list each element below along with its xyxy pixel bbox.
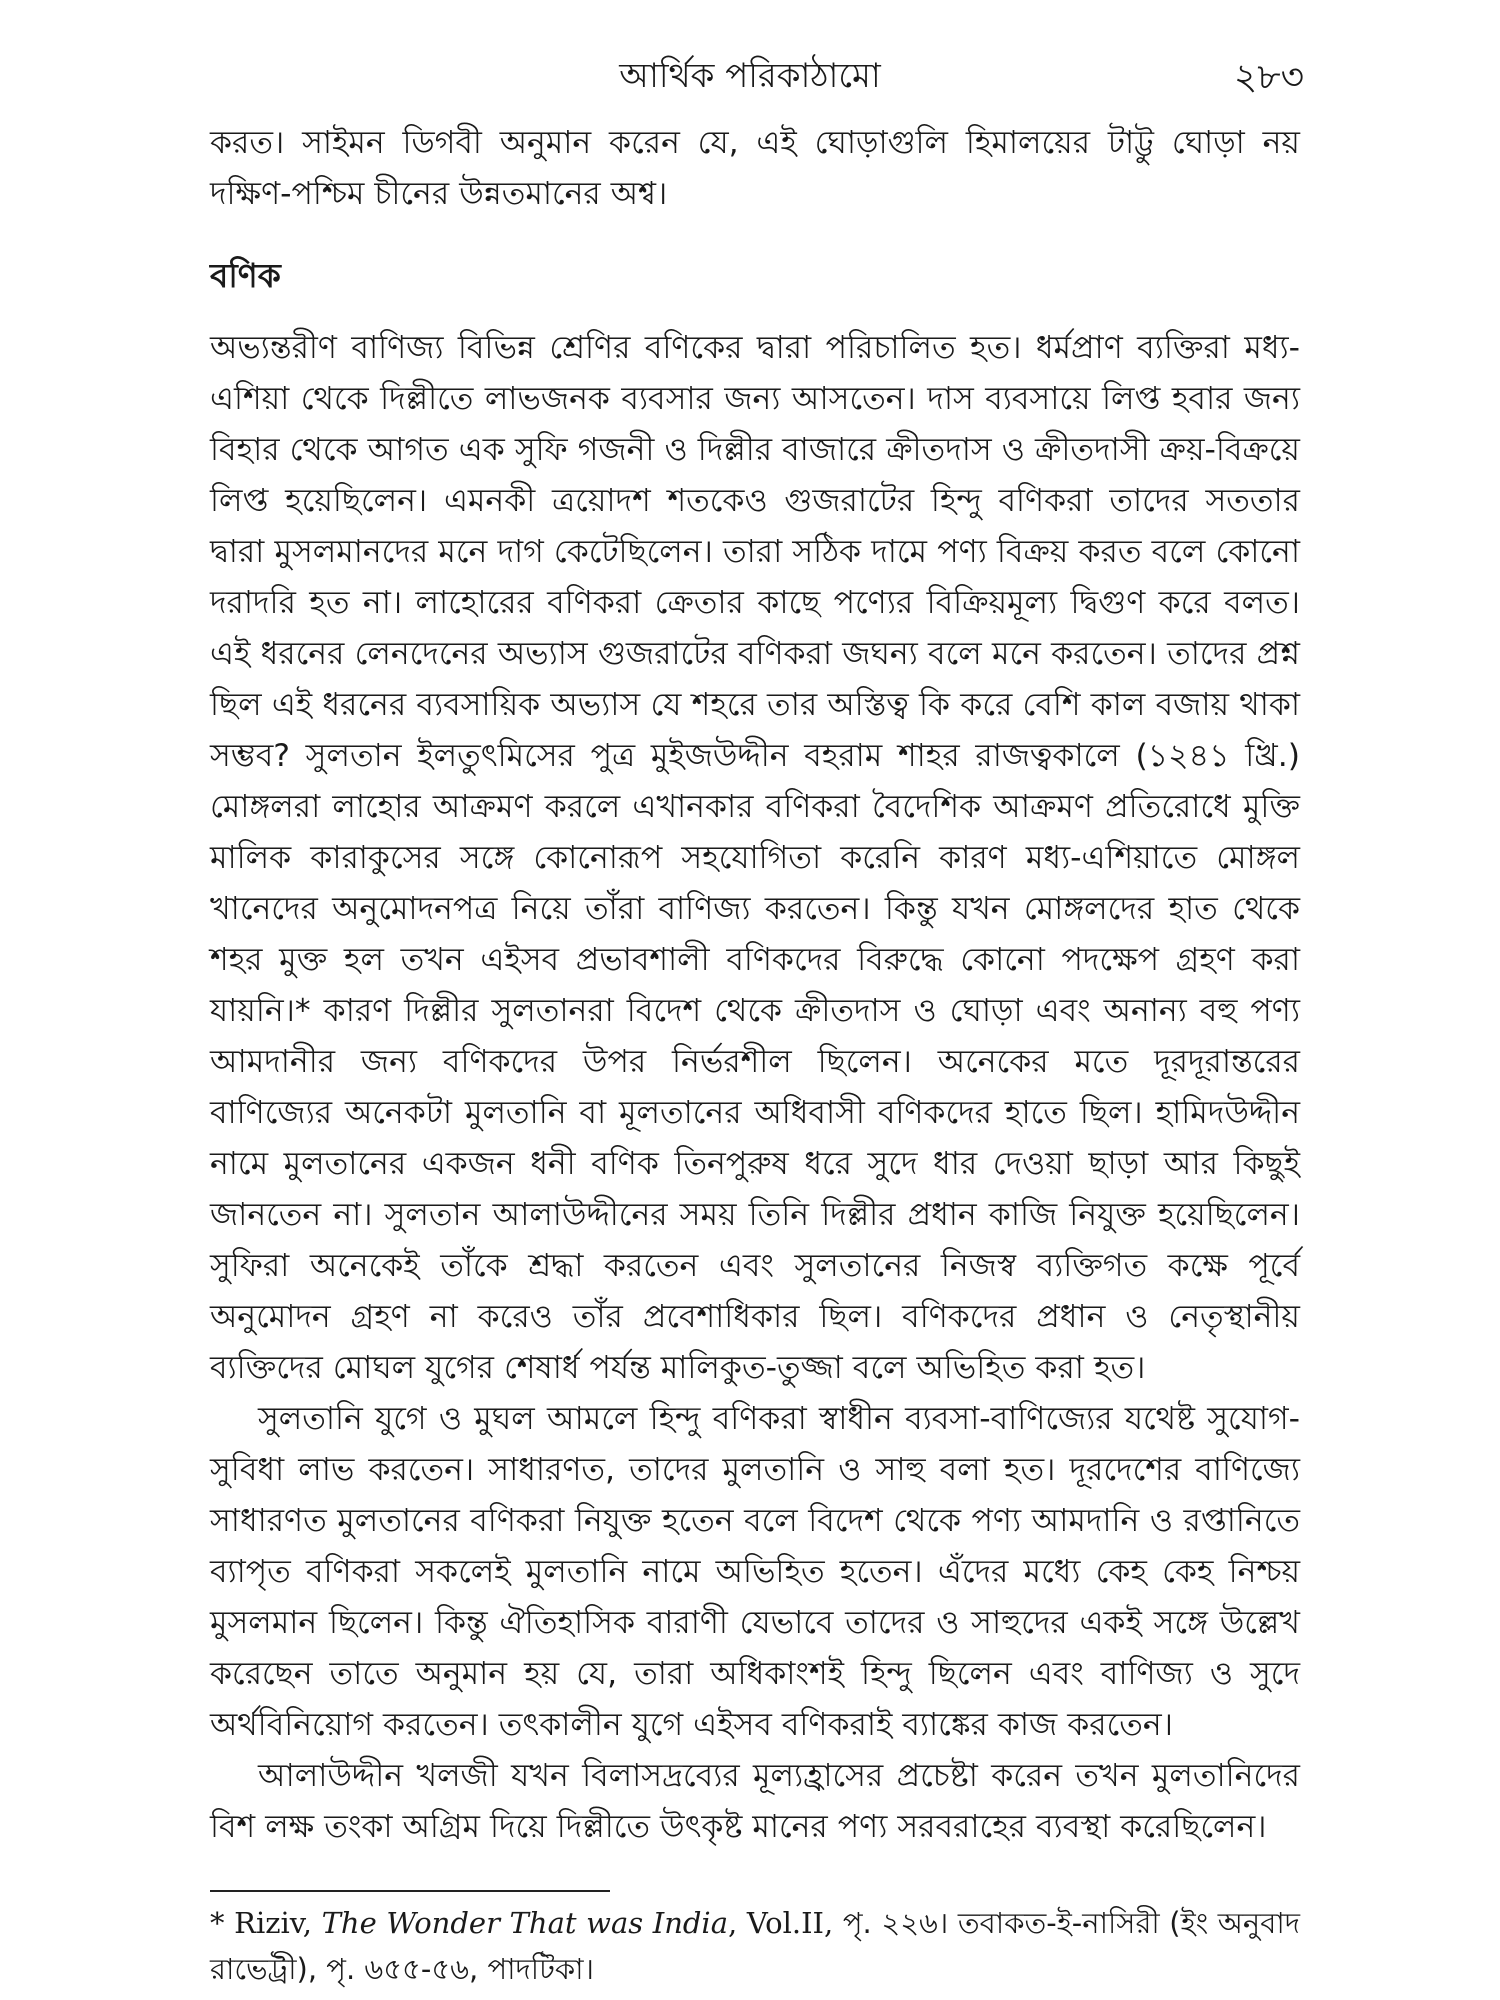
- running-title: আর্থিক পরিকাঠামো: [619, 56, 881, 96]
- page-number: ২৮৩: [1233, 57, 1304, 98]
- footnote-details: পৃ. ২২৬। তবাকত-ই-নাসিরী (ইং অনুবাদ রাভেট্রী), পৃ. ৬৫৫-৫৬, পাদটিকা।: [210, 1906, 1301, 1986]
- paragraph-hindu-merchants: সুলতানি যুগে ও মুঘল আমলে হিন্দু বণিকরা স্বাধীন ব্যবসা-বাণিজ্যের যথেষ্ট সুযোগ-সুবিধা লাভ করতেন। সাধারণত, তাদের মুলতানি ও সাহু বলা হত। দূরদেশের বাণিজ্যে সাধারণত মুলতানের বণিকরা নিযুক্ত হতেন বলে বিদেশ থেকে পণ্য আমদানি ও রপ্তানিতে ব্যাপৃত বণিকরা সকলেই মুলতানি নামে অভিহিত হতেন। এঁদের মধ্যে কেহ কেহ নিশ্চয় মুসলমান ছিলেন। কিন্তু ঐতিহাসিক বারাণী যেভাবে তাদের ও সাহুদের একই সঙ্গে উল্লেখ করেছেন তাতে অনুমান হয় যে, তারা অধিকাংশই হিন্দু ছিলেন এবং বাণিজ্য ও সুদে অর্থবিনিয়োগ করতেন। তৎকালীন যুগে এইসব বণিকরাই ব্যাঙ্কের কাজ করতেন।: [210, 1401, 1300, 1743]
- section-heading: বণিক: [210, 256, 281, 295]
- paragraph-merchants: অভ্যন্তরীণ বাণিজ্য বিভিন্ন শ্রেণির বণিকের দ্বারা পরিচালিত হত। ধর্মপ্রাণ ব্যক্তিরা মধ্য-এশিয়া থেকে দিল্লীতে লাভজনক ব্যবসার জন্য আসতেন। দাস ব্যবসায়ে লিপ্ত হবার জন্য বিহার থেকে আগত এক সুফি গজনী ও দিল্লীর বাজারে ক্রীতদাস ও ক্রীতদাসী ক্রয়-বিক্রয়ে লিপ্ত হয়েছিলেন। এমনকী ত্রয়োদশ শতকেও গুজরাটের হিন্দু বণিকরা তাদের সততার দ্বারা মুসলমানদের মনে দাগ কেটেছিলেন। তারা সঠিক দামে পণ্য বিক্রয় করত বলে কোনো দরাদরি হত না। লাহোরের বণিকরা ক্রেতার কাছে পণ্যের বিক্রিয়মূল্য দ্বিগুণ করে বলত। এই ধরনের লেনদেনের অভ্যাস গুজরাটের বণিকরা জঘন্য বলে মনে করতেন। তাদের প্রশ্ন ছিল এই ধরনের ব্যবসায়িক অভ্যাস যে শহরে তার অস্তিত্ব কি করে বেশি কাল বজায় থাকা সম্ভব? সুলতান ইলতুৎমিসের পুত্র মুইজউদ্দীন বহরাম শাহর রাজত্বকালে (১২৪১ খ্রি.) মোঙ্গলরা লাহোর আক্রমণ করলে এখানকার বণিকরা বৈদেশিক আক্রমণ প্রতিরোধে মুক্তি মালিক কারাকুসের সঙ্গে কোনোরূপ সহযোগিতা করেনি কারণ মধ্য-এশিয়াতে মোঙ্গল খানেদের অনুমোদনপত্র নিয়ে তাঁরা বাণিজ্য করতেন। কিন্তু যখন মোঙ্গলদের হাত থেকে শহর মুক্ত হল তখন এইসব প্রভাবশালী বণিকদের বিরুদ্ধে কোনো পদক্ষেপ গ্রহণ করা যায়নি।* কারণ দিল্লীর সুলতানরা বিদেশ থেকে ক্রীতদাস ও ঘোড়া এবং অনান্য বহু পণ্য আমদানীর জন্য বণিকদের উপর নির্ভরশীল ছিলেন। অনেকের মতে দূরদূরান্তরের বাণিজ্যের অনেকটা মুলতানি বা মূলতানের অধিবাসী বণিকদের হাতে ছিল। হামিদউদ্দীন নামে মুলতানের একজন ধনী বণিক তিনপুরুষ ধরে সুদে ধার দেওয়া ছাড়া আর কিছুই জানতেন না। সুলতান আলাউদ্দীনের সময় তিনি দিল্লীর প্রধান কাজি নিযুক্ত হয়েছিলেন। সুফিরা অনেকেই তাঁকে শ্রদ্ধা করতেন এবং সুলতানের নিজস্ব ব্যক্তিগত কক্ষে পূর্বে অনুমোদন গ্রহণ না করেও তাঁর প্রবেশাধিকার ছিল। বণিকদের প্রধান ও নেতৃস্থানীয় ব্যক্তিদের মোঘল যুগের শেষার্ধ পর্যন্ত মালিকুত-তুজ্জা বলে অভিহিত করা হত।: [210, 330, 1300, 1386]
- page-header: [0, 44, 1500, 104]
- footnote-book-title: The Wonder That was India: [321, 1906, 729, 1940]
- paragraph-alauddin: আলাউদ্দীন খলজী যখন বিলাসদ্রব্যের মূল্যহ্রাসের প্রচেষ্টা করেন তখন মুলতানিদের বিশ লক্ষ তংকা অগ্রিম দিয়ে দিল্লীতে উৎকৃষ্ট মানের পণ্য সরবরাহের ব্যবস্থা করেছিলেন।: [210, 1758, 1300, 1845]
- continuation-paragraph: করত। সাইমন ডিগবী অনুমান করেন যে, এই ঘোড়াগুলি হিমালয়ের টাট্টু ঘোড়া নয় দক্ষিণ-পশ্চিম চীনের উন্নতমানের অশ্ব।: [210, 125, 1300, 212]
- body-text: [210, 118, 1300, 1853]
- footnote: [210, 1900, 1300, 1992]
- footnote-author: * Riziv,: [210, 1906, 312, 1940]
- footnote-divider: [210, 1890, 610, 1892]
- footnote-volume: , Vol.II,: [728, 1906, 834, 1940]
